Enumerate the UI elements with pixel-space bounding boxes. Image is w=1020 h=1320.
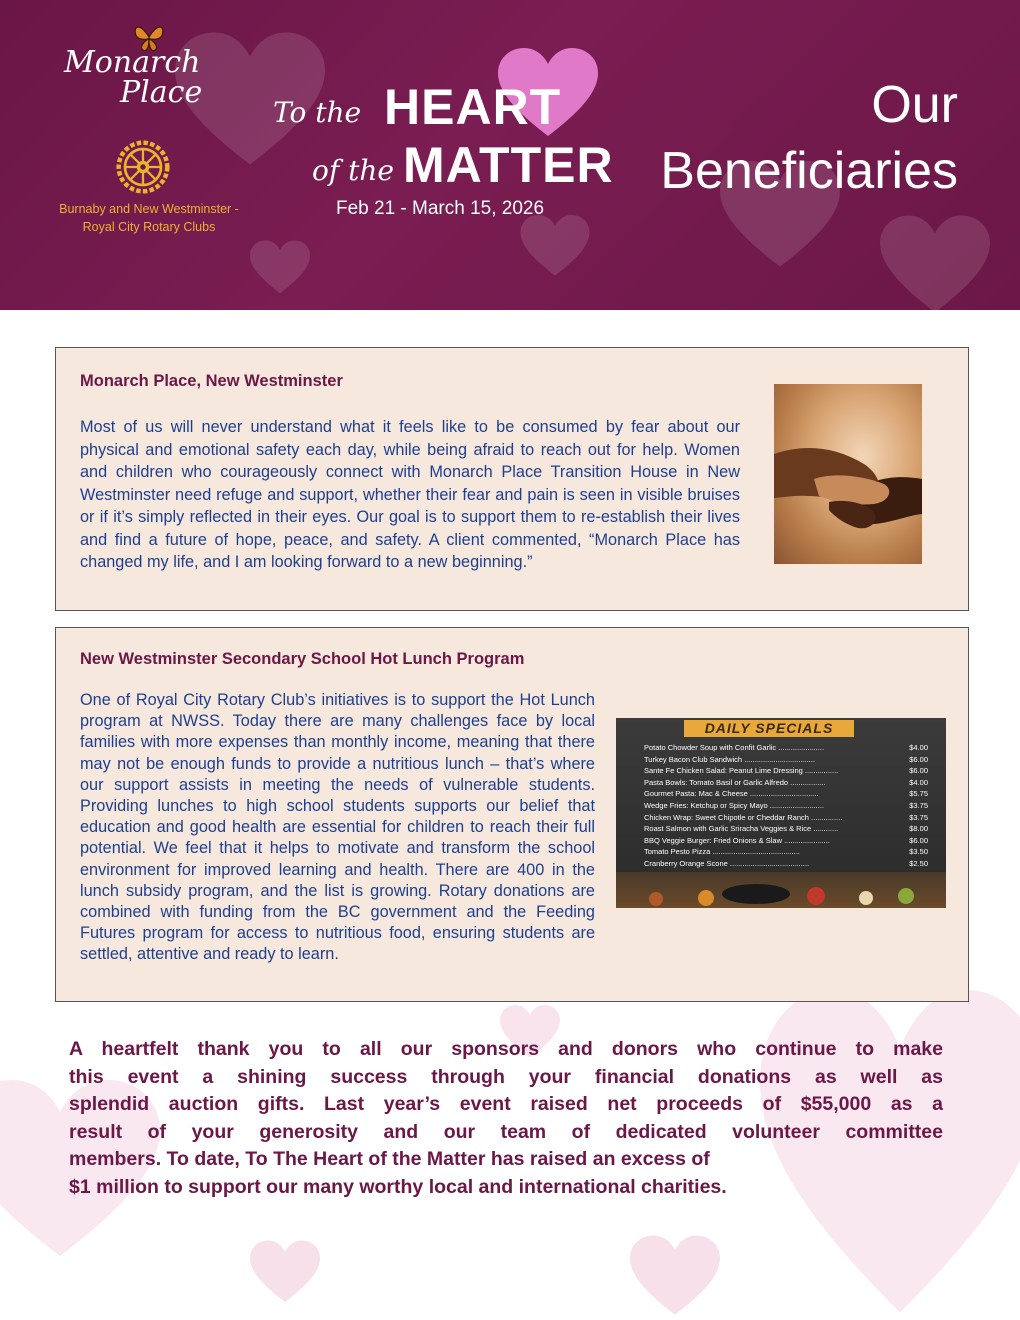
thanks-line-6: $1 million to support our many worthy local and international charities. [69, 1175, 727, 1198]
menu-item: Pasta Bowls: Tomato Basil or Garlic Alfredo ................. $4.00 [644, 777, 928, 787]
header-banner [0, 0, 1020, 310]
menu-item: Turkey Bacon Club Sandwich .................................. $6.00 [644, 754, 928, 764]
menu-item: Gourmet Pasta: Mac & Cheese ................................. $5.75 [644, 789, 928, 799]
page-title-line-1: Our [871, 76, 958, 134]
menu-item: BBQ Veggie Burger: Fried Onions & Slaw ...................... $6.00 [644, 835, 928, 845]
event-title-to: To the [273, 96, 362, 129]
page-title-line-2: Beneficiaries [660, 142, 958, 200]
clubs-line-1: Burnaby and New Westminster - [59, 202, 239, 216]
rotary-wheel-icon [116, 140, 170, 194]
holding-hands-photo [774, 384, 922, 564]
background-heart-icon [250, 1240, 320, 1304]
menu-item: Wedge Fries: Ketchup or Spicy Mayo .......................... $3.75 [644, 800, 928, 810]
thanks-line-5: members. To date, To The Heart of the Matter has raised an excess of [69, 1148, 710, 1170]
menu-item: Roast Salmon with Garlic Sriracha Veggies & Rice ............ $8.00 [644, 824, 928, 834]
menu-item: Potato Chowder Soup with Confit Garlic ...................... $4.00 [644, 743, 928, 752]
event-title-of: of the [312, 154, 394, 187]
section-monarch-place [55, 347, 969, 611]
menu-item: Chicken Wrap: Sweet Chipotle or Cheddar Ranch ............... $3.75 [644, 812, 928, 822]
food-display [616, 872, 946, 908]
section-body: Most of us will never understand what it feels like to be consumed by fear about our physical and emotional safety each day, while being afraid to reach out for help. Women and children who courageously connect with Monarch Place Transition House in New Westminster need refuge and support, whether their fear and pain is seen in visible bruises or if it’s simply reflected in their eyes. Our goal is to support them to re-establish their lives and find a future of hope, peace, and safety. A client commented, “Monarch Place has changed my life, and I am looking forward to a new beginning.” [80, 418, 740, 571]
background-heart-icon [880, 215, 990, 310]
thank-you-message [69, 1036, 943, 1201]
menu-title: DAILY SPECIALS [684, 720, 854, 737]
thanks-line-4: result of your generosity and our team of dedicated volunteer committee [69, 1120, 943, 1143]
section-hot-lunch [55, 627, 969, 1002]
menu-item: Sante Fe Chicken Salad: Peanut Lime Dressing ................ $6.00 [644, 766, 928, 776]
menu-list [626, 742, 928, 881]
page-title [660, 72, 958, 204]
background-heart-icon [520, 215, 590, 277]
background-heart-icon [250, 240, 310, 295]
background-heart-icon [630, 1235, 720, 1317]
thanks-line-3: splendid auction gifts. Last year’s event raised net proceeds of $55,000 as a [69, 1093, 943, 1115]
event-title-matter: MATTER [403, 137, 614, 193]
menu-item: Tomato Pesto Pizza .......................................... $3.50 [644, 847, 928, 857]
brand-line-1: Monarch [64, 45, 201, 80]
section-heading: Monarch Place, New Westminster [80, 372, 343, 390]
daily-specials-menu-image [616, 718, 946, 908]
event-dates: Feb 21 - March 15, 2026 [336, 198, 545, 219]
brand-line-2: Place [120, 75, 203, 110]
event-title-heart: HEART [384, 79, 562, 135]
clubs-line-2: Royal City Rotary Clubs [82, 220, 216, 234]
monarch-place-logo [64, 45, 203, 110]
menu-item: Cranberry Orange Scone ...................................... $2.50 [644, 858, 928, 868]
section-body: One of Royal City Rotary Club’s initiatives is to support the Hot Lunch program at NWSS. Today there are many challenges face by local families with more expenses than monthly income, meaning that there may not be enough funds to provide a nutritious lunch – that’s where our support assists in meeting the needs of vulnerable students. Providing lunches to high school students supports our belief that education and good health are essential for children to reach their full potential. We feel that it helps to motivate and transform the school environment for improved learning and health. There are 400 in the lunch subsidy program, and the list is growing. Rotary donations are combined with funding from the BC government and the Feeding Futures program for access to nutritious food, ensuring students are settled, attentive and ready to learn. [80, 691, 595, 964]
thanks-line-1: A heartfelt thank you to all our sponsors and donors who continue to make [69, 1038, 943, 1060]
rotary-clubs-caption [40, 200, 258, 236]
section-heading: New Westminster Secondary School Hot Lunch Program [80, 650, 525, 668]
thanks-line-2: this event a shining success through your financial donations as well as [69, 1065, 943, 1088]
